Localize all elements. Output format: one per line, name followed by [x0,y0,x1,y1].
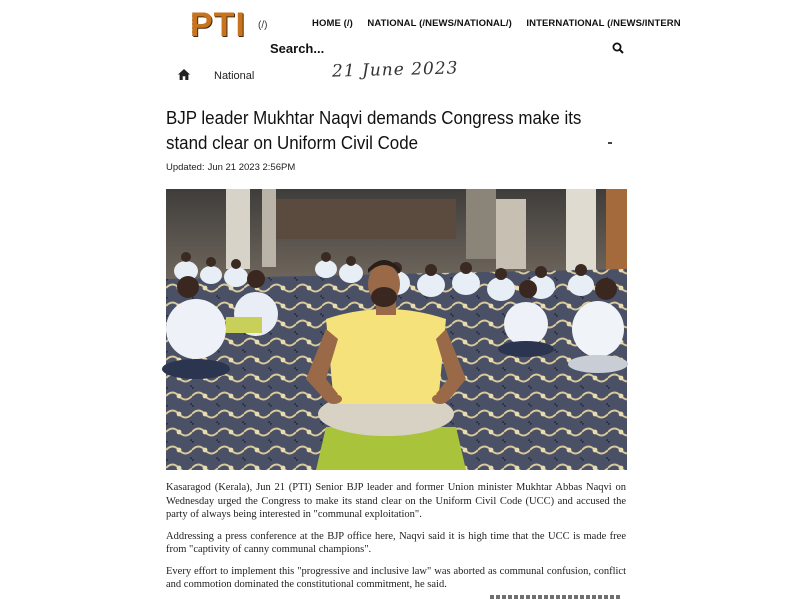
updated-timestamp [166,162,298,173]
nav-home[interactable]: HOME (/) [312,18,353,29]
article-headline: BJP leader Mukhtar Naqvi demands Congress make its stand clear on Uniform Civil Code [166,108,582,153]
pti-logo-text: PTI [190,6,256,44]
article-paragraph-1: Kasaragod (Kerala), Jun 21 (PTI) Senior BJP leader and former Union minister Mukhtar Abbas Naqvi on Wednesday urged the Congress to make its stand clear on the Uniform Civil Code (UCC) and accused the party of always being interested in "communal exploitation". [166,482,626,520]
updated-value: Jun 21 2023 2:56PM [207,162,296,173]
search-bar [270,38,628,58]
nav-international[interactable]: INTERNATIONAL (/NEWS/INTERN [526,18,681,29]
yoga-session-image [166,189,627,470]
logo-link-text[interactable]: (/) [258,20,268,31]
main-nav [312,13,681,29]
updated-label: Updated: [166,162,205,173]
article-paragraph-3: Every effort to implement this "progressive and inclusive law" was aborted as communal confusion, conflict and commotion dominated the constitutional commitment, he said. [166,565,626,590]
breadcrumb-national[interactable]: National [214,70,255,82]
home-icon[interactable] [178,69,190,80]
search-input[interactable] [270,38,590,58]
handwritten-date: 21 June 2023 [331,58,459,82]
search-icon[interactable] [612,42,624,54]
pti-logo[interactable] [190,6,256,44]
article-paragraph-2: Addressing a press conference at the BJP office here, Naqvi said it is high time that the UCC is made free from "captivity of canny communal champions". [166,530,626,555]
cut-off-text-line [490,593,620,600]
nav-national[interactable]: NATIONAL (/NEWS/NATIONAL/) [367,18,512,29]
article-body [166,481,626,600]
article-photo [166,189,627,470]
divider-mark [608,142,612,144]
